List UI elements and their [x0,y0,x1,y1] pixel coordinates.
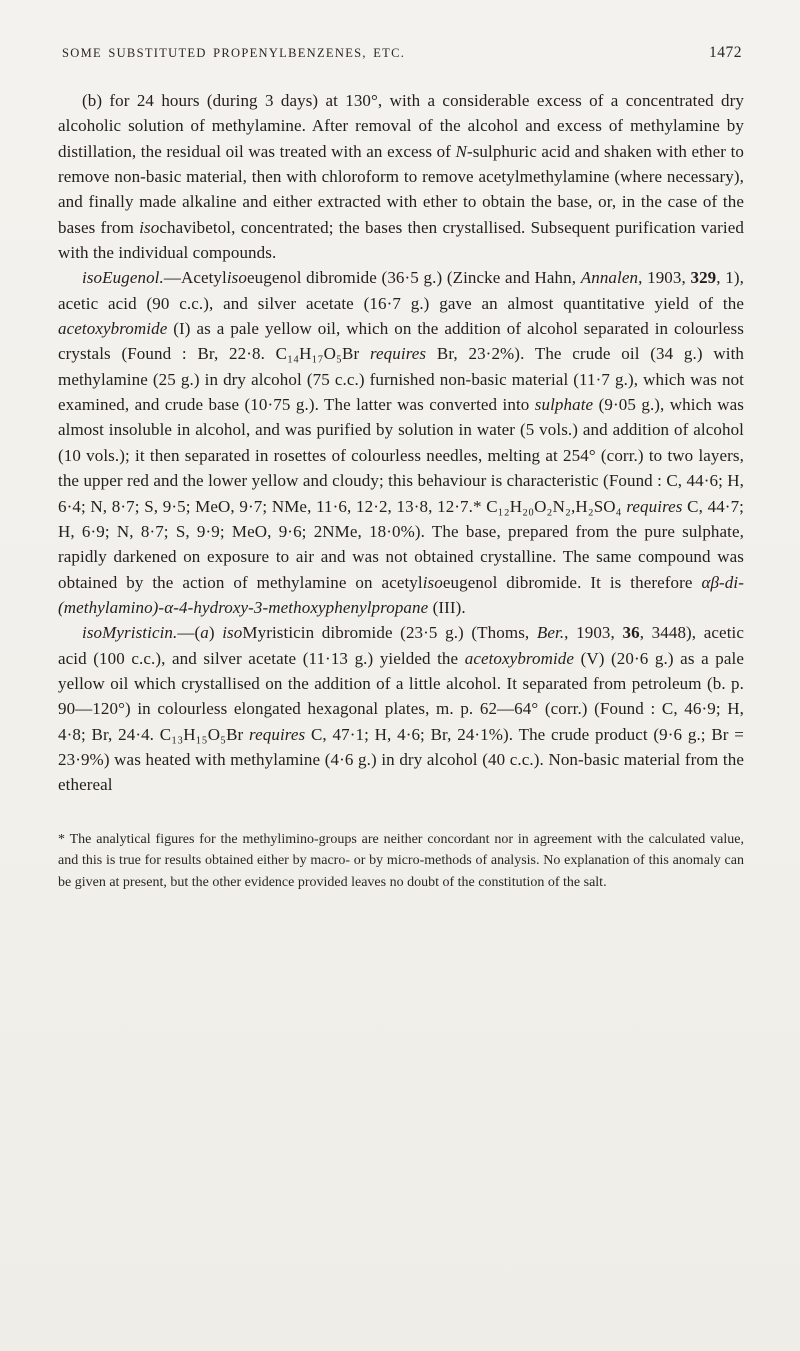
footnote [58,829,744,894]
text-segment: , 1903, [638,268,691,288]
page-number: 1472 [709,44,742,61]
text-segment: —( [177,623,201,643]
text-segment: chavibetol, concentrated; the bases then crystallised. Subsequent purification varied with the individual compounds. [58,217,744,263]
text-segment: αβ-di-(methylamino)-α-4-hydroxy-3-methoxyphenylpropane [58,572,744,617]
text-segment: C, 47·1; H, 4·6; Br, 24·1%). The crude product (9·6 g.; Br = 23·9%) was heated with methylamine (4·6 g.) in dry alcohol (40 c.c.). Non-basic material from the ethereal [58,724,744,795]
paragraph-isoeugenol [58,265,744,620]
text-segment: N [455,141,467,161]
paragraph-methylamine-procedure [58,88,744,265]
text-segment: eugenol dibromide (36·5 g.) (Zincke and Hahn, [247,268,581,288]
text-segment: , 1), acetic acid (90 c.c.), and silver acetate (16·7 g.) gave an almost quantitative yield of the [58,268,744,313]
text-segment: eugenol dibromide. It is therefore [442,572,702,592]
paragraph-isomyristicin [58,620,744,797]
text-segment: Myristicin dibromide (23·5 g.) (Thoms, [242,623,537,643]
text-segment: requires [626,496,683,516]
text-segment: (I) as a pale yellow oil, which on the addition of alcohol separated in colourless crystals (Found : Br, 22·8. C₁₄H₁₇O₅Br [58,319,744,364]
text-segment: requires [369,344,427,364]
text-segment: requires [249,724,306,744]
text-segment: ) [208,623,223,643]
text-segment: a [200,623,209,643]
text-segment: —Acetyl [163,268,227,288]
text-segment: Ber. [536,623,565,643]
running-head-title: SOME SUBSTITUTED PROPENYLBENZENES, ETC. [62,46,406,60]
text-segment: (9·05 g.), which was almost insoluble in alcohol, and was purified by solution in water (5 vols.) and addition of alcohol (10 vols.); it then separated in rosettes of colourless needles, melting at 254° (corr.) to two layers, the upper red and the lower yellow and cloudy; this behaviour is characteristic (Found : C, 44·6; H, 6·4; N, 8·7; S, 9·5; MeO, 9·7; NMe, 11·6, 12·2, 13·8, 12·7.* C₁₂H₂₀O₂N₂,H₂SO₄ [58,395,744,516]
text-segment: 329 [690,268,717,288]
text-segment: sulphate [534,395,594,415]
text-segment: Br, 23·2%). The crude oil (34 g.) with methylamine (25 g.) in dry alcohol (75 c.c.) furnished non-basic material (11·7 g.), which was not examined, and crude base (10·75 g.). The latter was converted into [58,344,744,415]
text-segment: (b) for 24 hours (during 3 days) at 130°, with a considerable excess of a concentrated dry alcoholic solution of methylamine. After removal of the alcohol and excess of methylamine by distillation, the residual oil was treated with an excess of [58,91,744,161]
text-segment: , 3448), acetic acid (100 c.c.), and silver acetate (11·13 g.) yielded the [58,623,744,668]
text-segment: acetoxybromide [464,648,575,668]
text-segment: -sulphuric acid and shaken with ether to remove non-basic material, then with chloroform to remove acetylmethylamine (where necessary), and finally made alkaline and either extracted with ether to obtain the base, or, in the case of the bases from [58,141,744,237]
text-segment: isoEugenol. [82,268,164,288]
text-segment: (III). [428,597,466,617]
text-segment: 36 [622,623,640,643]
text-segment: iso [422,572,443,592]
text-segment: iso [139,217,160,237]
text-segment: isoMyristicin. [82,623,178,643]
text-segment: * The analytical figures for the methylimino-groups are neither concordant nor in agreement with the calculated value, and this is true for results obtained either by macro- or by micro-methods of analysis. No explanation of this anomaly can be given at present, but the other evidence provided leaves no doubt of the constitution of the salt. [58,831,744,890]
text-segment: iso [226,268,247,288]
text-segment: , 1903, [564,623,623,643]
text-segment: acetoxybromide [58,319,168,339]
text-segment: Annalen [580,268,639,288]
running-head [58,44,744,62]
article-body [58,88,744,798]
text-segment: (V) (20·6 g.) as a pale yellow oil which crystallised on the addition of a little alcohol. It separated from petroleum (b. p. 90—120°) in colourless elongated hexagonal plates, m. p. 62—64° (corr.) (Found : C, 46·9; H, 4·8; Br, 24·4. C₁₃H₁₅O₅Br [58,648,744,744]
text-segment: iso [222,623,243,643]
text-segment: C, 44·7; H, 6·9; N, 8·7; S, 9·9; MeO, 9·6; 2NMe, 18·0%). The base, prepared from the pure sulphate, rapidly darkened on exposure to air and was not obtained crystalline. The same compound was obtained by the action of methylamine on acetyl [58,496,744,592]
